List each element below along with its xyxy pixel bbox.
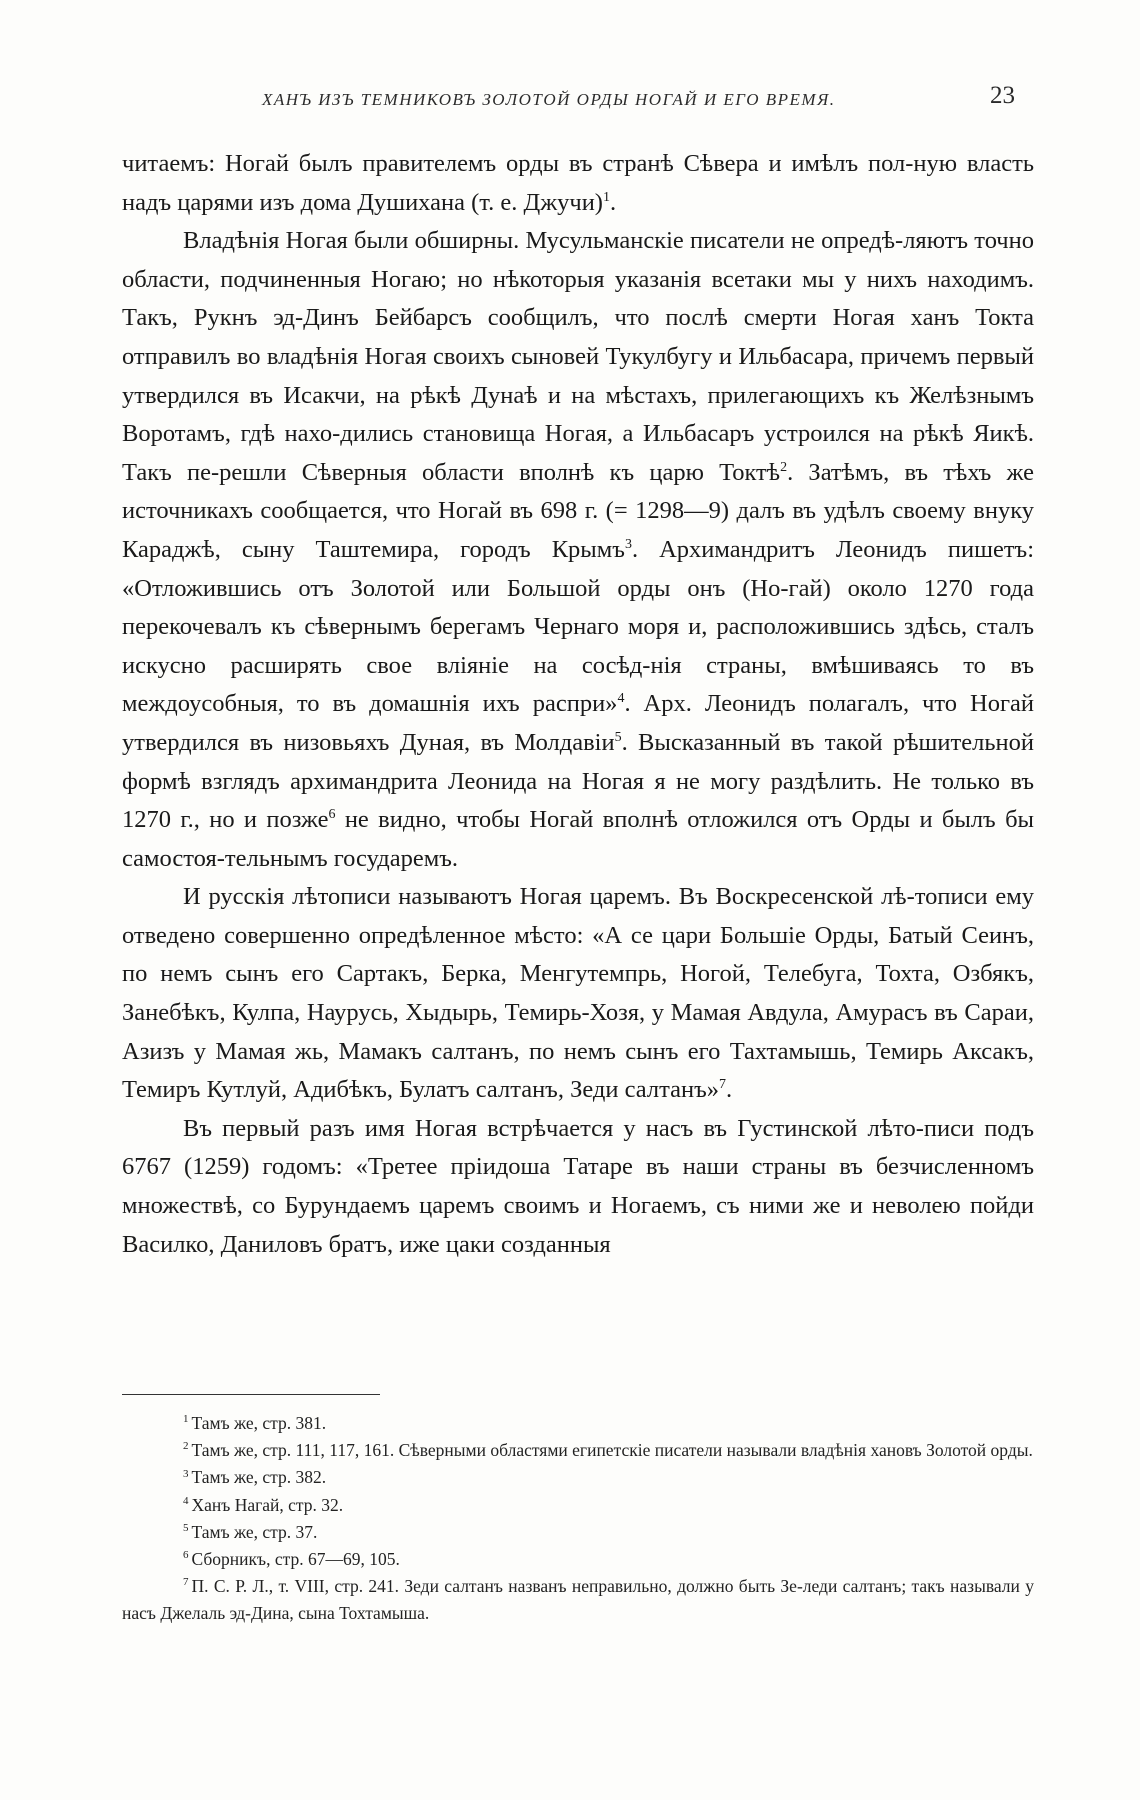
running-head [0,80,1140,120]
text-run: Въ первый разъ имя Ногая встрѣчается у насъ въ Густинской лѣто-писи подъ 6767 (1259) годомъ: «Третее пріидоша Татаре въ наши страны въ безчисленномъ множествѣ, со Бурундаемъ царемъ своимъ и Ногаемъ, съ ними же и неволею пойди Василко, Даниловъ братъ, иже цаки созданныя [122,1114,1034,1258]
footnote-number: 1 [183,1413,189,1426]
paragraph-3 [122,878,1034,1110]
running-title: ХАНЪ ИЗЪ ТЕМНИКОВЪ ЗОЛОТОЙ ОРДЫ НОГАЙ И ЕГО ВРЕМЯ. [262,90,836,109]
footnote-number: 5 [183,1521,189,1534]
footnote [122,1410,1034,1437]
text-run: Владѣнія Ногая были обширны. Мусульманскіе писатели не опредѣ-ляютъ точно области, подчиненныя Ногаю; но нѣкоторыя указанія всетаки мы у нихъ находимъ. Такъ, Рукнъ эд-Динъ Бейбарсъ сообщилъ, что послѣ смерти Ногая ханъ Токта отправилъ во владѣнія Ногая своихъ сыновей Тукулбугу и Ильбасара, причемъ первый утвердился въ Исакчи, на рѣкѣ Дунаѣ и на мѣстахъ, прилегающихъ къ Желѣзнымъ Воротамъ, гдѣ нахо-дились становища Ногая, а Ильбасаръ устроился на рѣкѣ Яикѣ. Такъ пе-решли Сѣверныя области вполнѣ къ царю Токтѣ [122,227,1034,486]
footnote-text: Тамъ же, стр. 111, 117, 161. Сѣверными областями египетскіе писатели называли владѣнія хановъ Золотой орды. [191,1440,1033,1461]
footnote-ref: 1 [602,189,610,205]
text-run: . Затѣмъ, въ тѣхъ же источникахъ сообщается, что Ногай въ 698 г. (= 1298—9) далъ въ удѣлъ своему внуку Караджѣ, сыну Таштемира, городъ Крымъ [122,458,1035,563]
footnotes [122,1410,1034,1628]
footnote-ref: 6 [328,806,336,822]
footnote-number: 7 [183,1576,189,1589]
footnote-text: Ханъ Нагай, стр. 32. [191,1494,344,1515]
paragraph-2 [122,222,1034,878]
footnote [122,1519,1034,1546]
footnote-number: 3 [183,1467,189,1480]
main-text [122,145,1034,1264]
footnote-text: Сборникъ, стр. 67—69, 105. [191,1549,400,1570]
footnote [122,1437,1034,1464]
text-run: . Архимандритъ Леонидъ пишетъ: «Отложившись отъ Золотой или Большой орды онъ (Но-гай) около 1270 года перекочевалъ къ сѣвернымъ берегамъ Чернаго моря и, расположившись здѣсь, сталъ искусно расширять свое вліяніе на сосѣд-нія страны, вмѣшиваясь то въ междоусобныя, то въ домашнія ихъ распри» [122,535,1035,718]
footnote-divider [122,1394,380,1395]
text-run: . Высказанный въ такой рѣшительной формѣ взглядъ архимандрита Леонида на Ногая я не могу раздѣлить. Не только въ 1270 г., но и позже [122,728,1034,834]
footnote-ref: 7 [719,1077,727,1093]
footnote [122,1573,1034,1627]
text-run: читаемъ: Ногай былъ правителемъ орды въ странѣ Сѣвера и имѣлъ пол-ную власть надъ царями изъ дома Душихана (т. е. Джучи) [122,150,1034,216]
footnote-text: П. С. Р. Л., т. VIII, стр. 241. Зеди салтанъ названъ неправильно, должно быть Зе-леди салтанъ; такъ называли у насъ Джелаль эд-Дина, сына Тохтамыша. [122,1576,1034,1624]
text-run: . [726,1076,733,1104]
footnote-number: 4 [183,1494,189,1507]
footnote-text: Тамъ же, стр. 382. [191,1467,327,1488]
footnote-ref: 2 [780,459,788,475]
text-run: . Арх. Леонидъ полагалъ, что Ногай утвердился въ низовьяхъ Дуная, въ Молдавіи [122,690,1034,756]
page-number: 23 [990,82,1015,109]
text-run: И русскія лѣтописи называютъ Ногая царемъ. Въ Воскресенской лѣ-тописи ему отведено совершенно опредѣленное мѣсто: «А се цари Большіе Орды, Батый Сеинъ, по немъ сынъ его Сартакъ, Берка, Менгутемпрь, Ногой, Телебуга, Тохта, Озбякъ, Занебѣкъ, Кулпа, Наурусь, Хыдырь, Темирь-Хозя, у Мамая Авдула, Амурасъ въ Сараи, Азизъ у Мамая жь, Мамакъ салтанъ, по немъ сынъ его Тахтамышь, Темирь Аксакъ, Темиръ Кутлуй, Адибѣкъ, Булатъ салтанъ, Зеди салтанъ» [122,883,1034,1104]
footnote [122,1464,1034,1491]
footnote-ref: 5 [614,729,622,745]
footnote-ref: 3 [624,536,632,552]
footnote-text: Тамъ же, стр. 37. [191,1521,318,1542]
footnote-number: 6 [183,1549,189,1562]
paragraph-1 [122,145,1034,222]
text-run: не видно, чтобы Ногай вполнѣ отложился отъ Орды и былъ бы самостоя-тельнымъ государемъ. [122,806,1034,872]
footnote-ref: 4 [617,691,625,707]
footnote-text: Тамъ же, стр. 381. [191,1413,327,1433]
footnote [122,1546,1034,1573]
paragraph-4 [122,1110,1034,1264]
text-run: . [609,188,617,216]
footnote [122,1492,1034,1519]
footnote-number: 2 [183,1440,189,1453]
